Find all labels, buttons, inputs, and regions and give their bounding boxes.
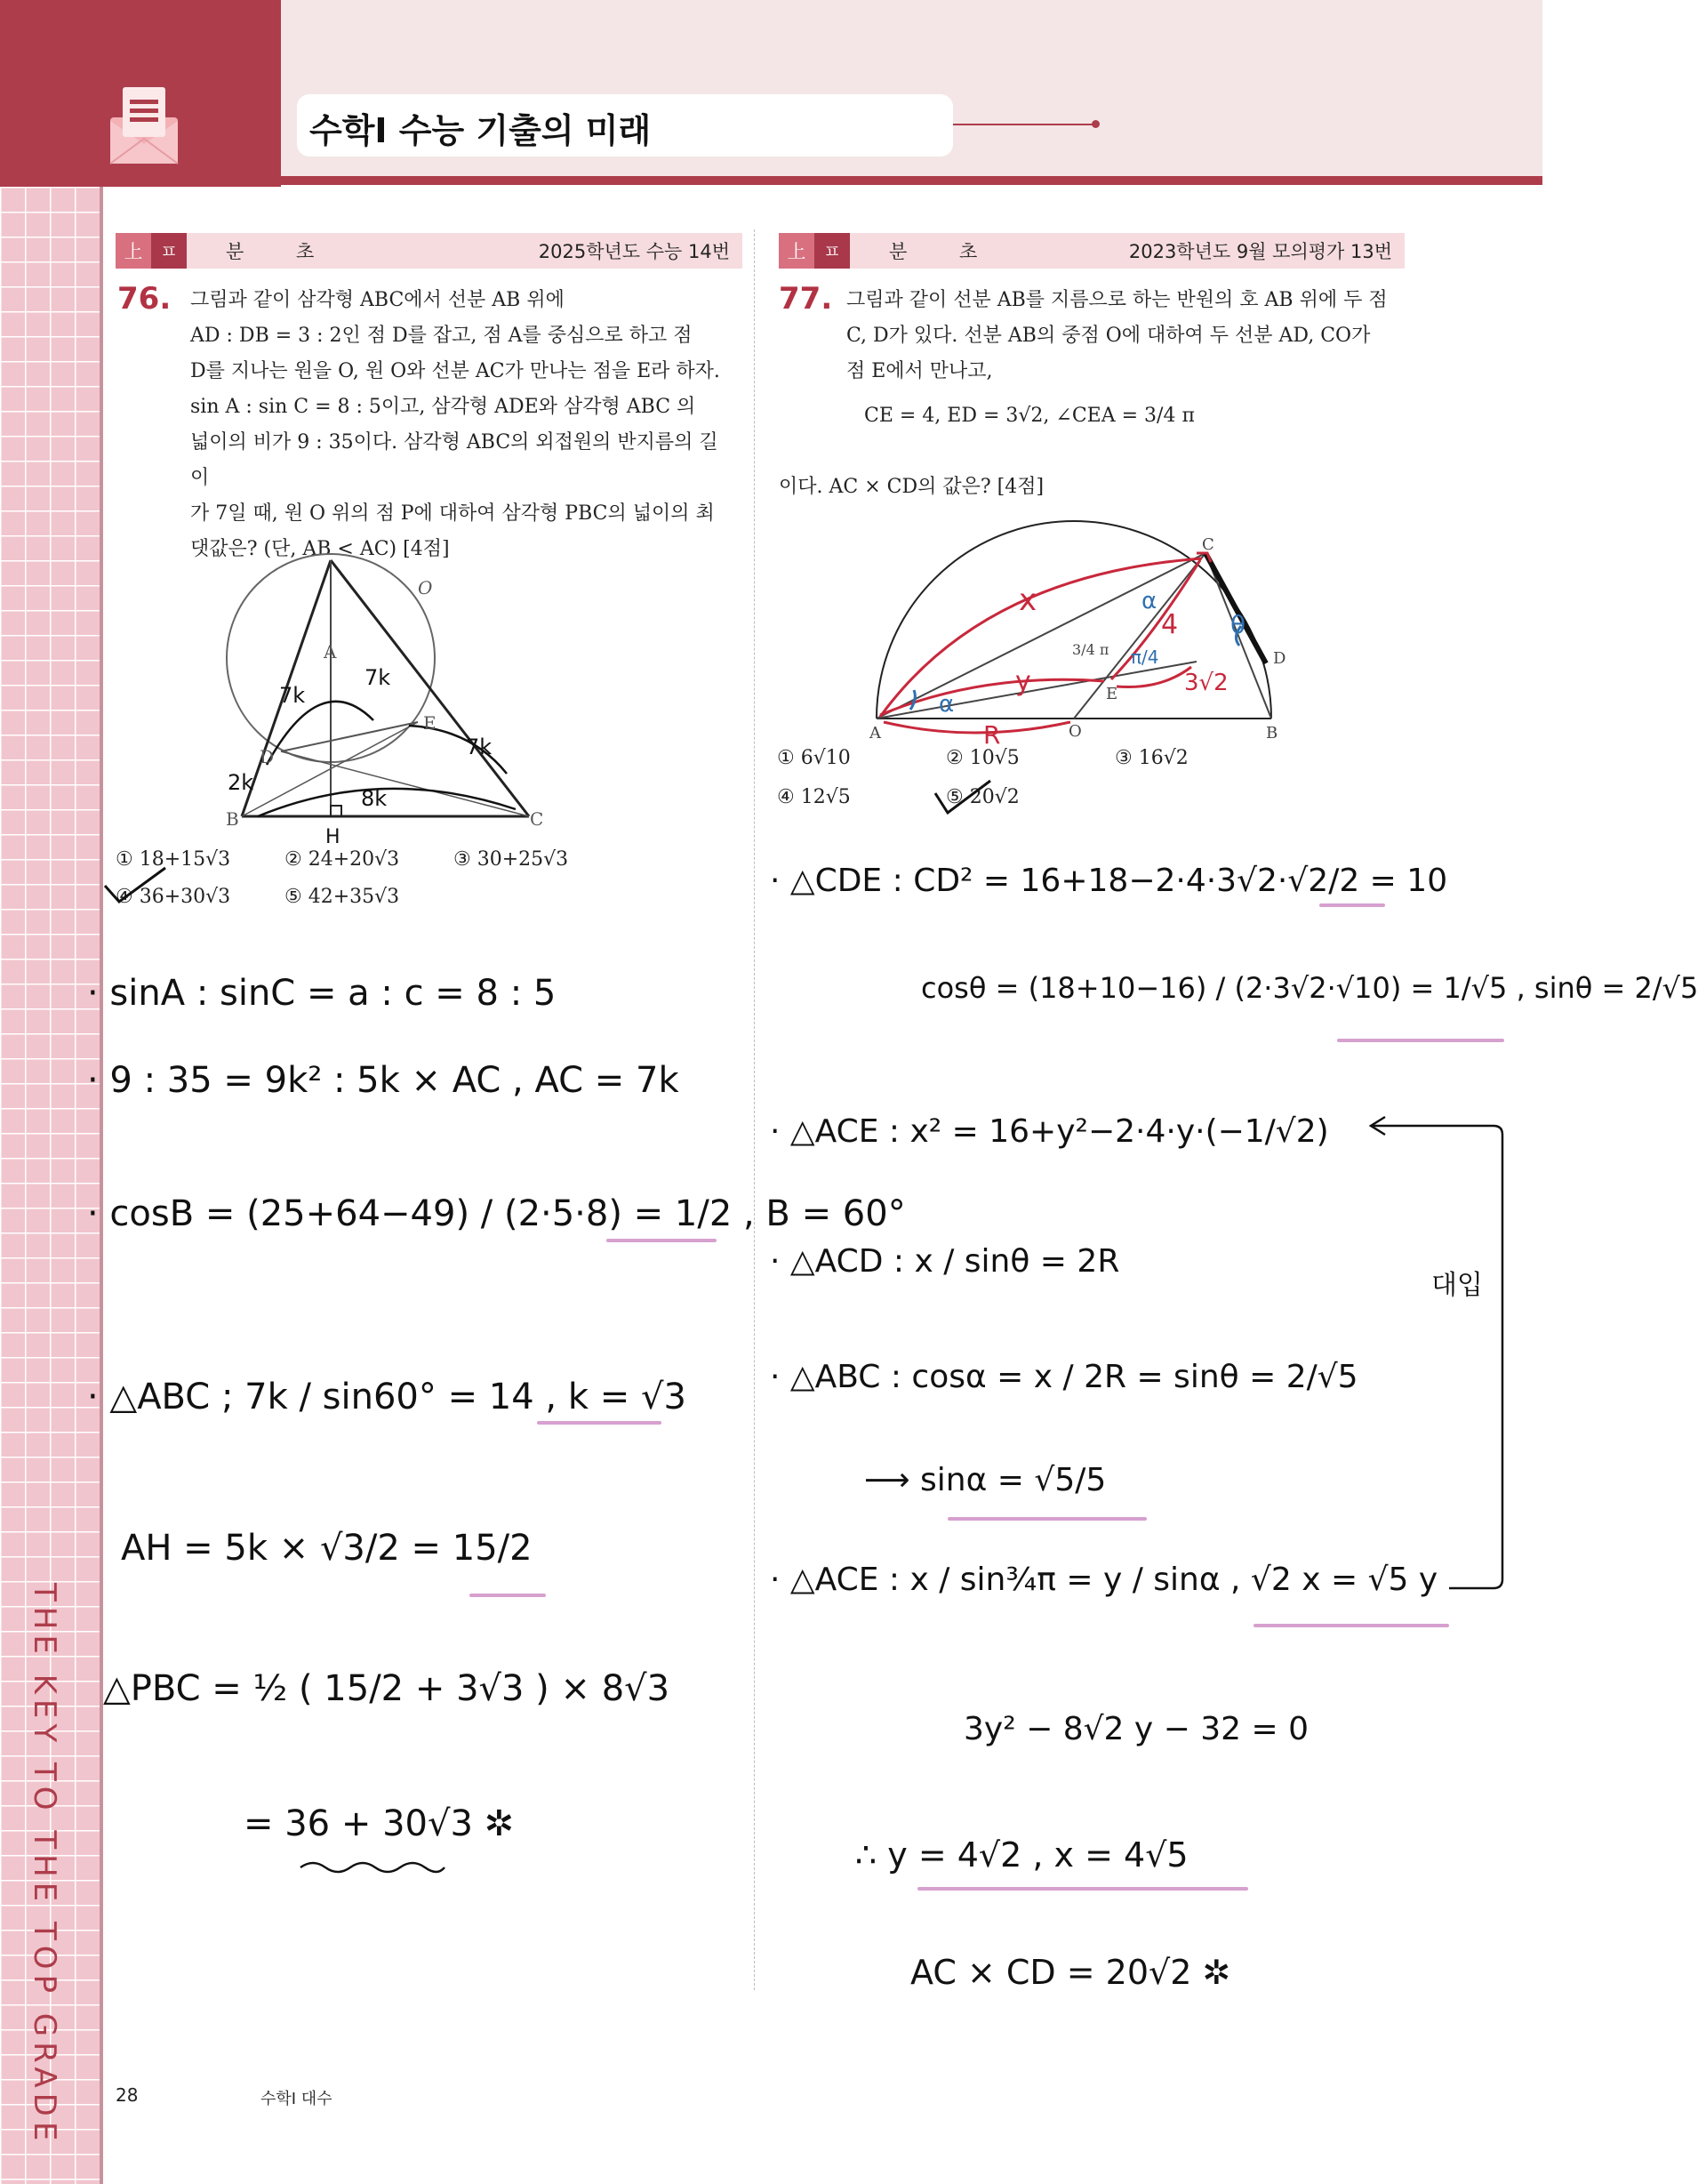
header-rule: [281, 176, 1542, 185]
p76-type-tag: ㅍ: [151, 233, 187, 269]
p76-source: 2025학년도 수능 14번: [538, 241, 730, 262]
p76-choice-2[interactable]: ② 24+20√3: [284, 848, 400, 871]
p76-work-7: = 36 + 30√3 ✲: [244, 1803, 515, 1844]
page-number: 28: [116, 2084, 139, 2106]
p77-line: 점 E에서 만나고,: [846, 360, 993, 382]
fig77-len-3root2: 3√2: [1184, 670, 1229, 696]
p77-work-8: 3y² − 8√2 y − 32 = 0: [964, 1711, 1310, 1747]
fig77-len-4: 4: [1161, 609, 1179, 640]
p77-work-7: · △ACE : x / sin¾π = y / sinα , √2 x = √5 y: [770, 1562, 1438, 1598]
mail-icon: [100, 82, 188, 171]
p77-highlight-sina: [948, 1517, 1147, 1521]
p76-statement: [190, 283, 733, 567]
fig77-label-b: B: [1266, 724, 1278, 743]
p77-highlight-cd: [1319, 903, 1385, 907]
p76-line: 넓이의 비가 9 : 35이다. 삼각형 ABC의 외접원의 반지름의 길이: [190, 431, 718, 489]
p77-type-tag: ㅍ: [814, 233, 850, 269]
fig76-7k-mid: 7k: [364, 665, 391, 690]
fig77-label-a: A: [869, 724, 881, 743]
fig77-label-x: x: [1019, 582, 1037, 618]
p76-highlight-ah: [469, 1594, 546, 1597]
p77-line-last: 이다. AC × CD의 값은? [4점]: [779, 476, 1045, 498]
p77-highlight-answer: [917, 1887, 1248, 1891]
fig77-label-r: R: [983, 720, 1001, 750]
p76-work-1: · sinA : sinC = a : c = 8 : 5: [87, 973, 557, 1014]
p76-line: 댓값은? (단, AB < AC) [4점]: [190, 538, 450, 560]
p77-highlight-sin: [1337, 1039, 1504, 1042]
p77-figure: [859, 521, 1303, 750]
fig77-label-e: E: [1106, 685, 1118, 703]
book-title: 수학Ⅰ 대수: [260, 2090, 332, 2108]
fig77-angle: 3/4 π: [1072, 641, 1109, 658]
p77-checkmark-icon: [932, 777, 994, 822]
p77-work-3: · △ACE : x² = 16+y²−2·4·y·(−1/√2): [770, 1113, 1329, 1150]
p76-line: AD : DB = 3 : 2인 점 D를 잡고, 점 A를 중심으로 하고 점: [190, 325, 693, 347]
p76-highlight-b: [606, 1239, 717, 1242]
p77-choices: [777, 747, 1399, 825]
p77-work-10: AC × CD = 20√2 ✲: [910, 1953, 1231, 1992]
p76-work-4: · △ABC ; 7k / sin60° = 14 , k = √3: [87, 1377, 686, 1417]
side-strip-edge: [100, 187, 103, 2184]
p76-choice-1[interactable]: ① 18+15√3: [116, 848, 231, 871]
p76-line: sin A : sin C = 8 : 5이고, 삼각형 ADE와 삼각형 ABC 의: [190, 396, 696, 418]
p77-line: CE = 4, ED = 3√2, ∠CEA = 3/4 π: [864, 405, 1195, 427]
p76-figure: [204, 542, 578, 848]
fig76-label-h: H: [325, 826, 340, 848]
p77-work-9: ∴ y = 4√2 , x = 4√5: [855, 1835, 1189, 1875]
p77-statement: [846, 283, 1415, 443]
p76-wavy-underline: [297, 1859, 448, 1876]
fig77-theta: θ: [1230, 610, 1246, 639]
fig77-pi4: π/4: [1131, 646, 1159, 668]
fig77-alpha-c: α: [1141, 588, 1157, 614]
p77-work-6: ⟶ sinα = √5/5: [864, 1462, 1107, 1498]
p76-line: 그림과 같이 삼각형 ABC에서 선분 AB 위에: [190, 289, 565, 311]
p77-substitute-arrow: [1360, 1112, 1511, 1601]
p76-line: 가 7일 때, 원 O 위의 점 P에 대하여 삼각형 PBC의 넓이의 최: [190, 502, 715, 525]
fig76-label-d: D: [260, 746, 275, 767]
fig77-label-o: O: [1069, 722, 1082, 741]
p77-work-2: cosθ = (18+10−16) / (2·3√2·√10) = 1/√5 , sinθ = 2/√5: [921, 971, 1698, 1005]
fig76-label-e: E: [423, 712, 437, 734]
p77-choice-3[interactable]: ③ 16√2: [1115, 747, 1189, 769]
fig76-label-c: C: [530, 808, 544, 830]
p76-work-2: · 9 : 35 = 9k² : 5k × AC , AC = 7k: [87, 1060, 679, 1101]
p76-choice-5[interactable]: ⑤ 42+35√3: [284, 886, 400, 908]
p77-choice-2[interactable]: ② 10√5: [946, 747, 1020, 769]
p76-number: 76.: [117, 281, 172, 317]
p77-line: 그림과 같이 선분 AB를 지름으로 하는 반원의 호 AB 위에 두 점: [846, 289, 1388, 311]
p76-work-6: △PBC = ½ ( 15/2 + 3√3 ) × 8√3: [103, 1668, 670, 1709]
fig76-7k-right: 7k: [466, 735, 493, 759]
p76-checkmark-icon: [100, 863, 171, 916]
p77-time-label: 분 초: [889, 241, 1001, 262]
title-deco-dot: [1092, 120, 1100, 128]
p76-header-bar: [116, 233, 742, 269]
fig76-7k-left: 7k: [279, 683, 306, 708]
fig76-label-a: A: [324, 641, 337, 662]
p77-choice-5[interactable]: ⑤ 20√2: [946, 786, 1020, 808]
fig77-alpha-a: α: [939, 691, 955, 718]
fig76-8k: 8k: [361, 786, 388, 811]
p77-work-1: · △CDE : CD² = 16+18−2·4·3√2·√2/2 = 10: [770, 863, 1448, 899]
p77-line: C, D가 있다. 선분 AB의 중점 O에 대하여 두 선분 AD, CO가: [846, 325, 1371, 347]
p76-work-3: · cosB = (25+64−49) / (2·5·8) = 1/2 , B = 60°: [87, 1193, 906, 1234]
p77-work-4: · △ACD : x / sinθ = 2R: [770, 1243, 1120, 1280]
p77-substitute-note: 대입: [1431, 1270, 1483, 1301]
p76-difficulty-tag: 上: [116, 233, 151, 269]
p77-header-bar: [779, 233, 1405, 269]
p76-choices: [116, 848, 738, 923]
fig77-label-y: y: [1015, 666, 1031, 697]
p77-source: 2023학년도 9월 모의평가 13번: [1128, 241, 1392, 262]
p76-work-5: AH = 5k × √3/2 = 15/2: [121, 1528, 533, 1569]
fig77-label-c: C: [1202, 535, 1214, 554]
fig76-label-b: B: [226, 808, 239, 830]
p77-choice-1[interactable]: ① 6√10: [777, 747, 851, 769]
p76-line: D를 지나는 원을 O, 원 O와 선분 AC가 만나는 점을 E라 하자.: [190, 360, 720, 382]
p77-difficulty-tag: 上: [779, 233, 814, 269]
page-title: 수학Ⅰ 수능 기출의 미래: [309, 111, 652, 150]
side-slogan: THE KEY TO THE TOP GRADE: [27, 1583, 62, 2147]
p76-time-label: 분 초: [226, 241, 338, 262]
p77-number: 77.: [779, 281, 833, 317]
column-divider: [754, 229, 755, 1990]
p76-choice-3[interactable]: ③ 30+25√3: [453, 848, 569, 871]
p77-choice-4[interactable]: ④ 12√5: [777, 786, 851, 808]
p76-choice-4[interactable]: ④ 36+30√3: [116, 886, 231, 908]
p76-highlight-k: [537, 1421, 661, 1425]
fig77-label-d: D: [1273, 649, 1286, 668]
p77-work-5: · △ABC : cosα = x / 2R = sinθ = 2/√5: [770, 1359, 1358, 1395]
p77-highlight-relation: [1253, 1624, 1449, 1627]
fig76-label-o: O: [418, 577, 433, 598]
title-deco-line: [953, 124, 1095, 125]
fig76-2k: 2k: [228, 770, 254, 795]
